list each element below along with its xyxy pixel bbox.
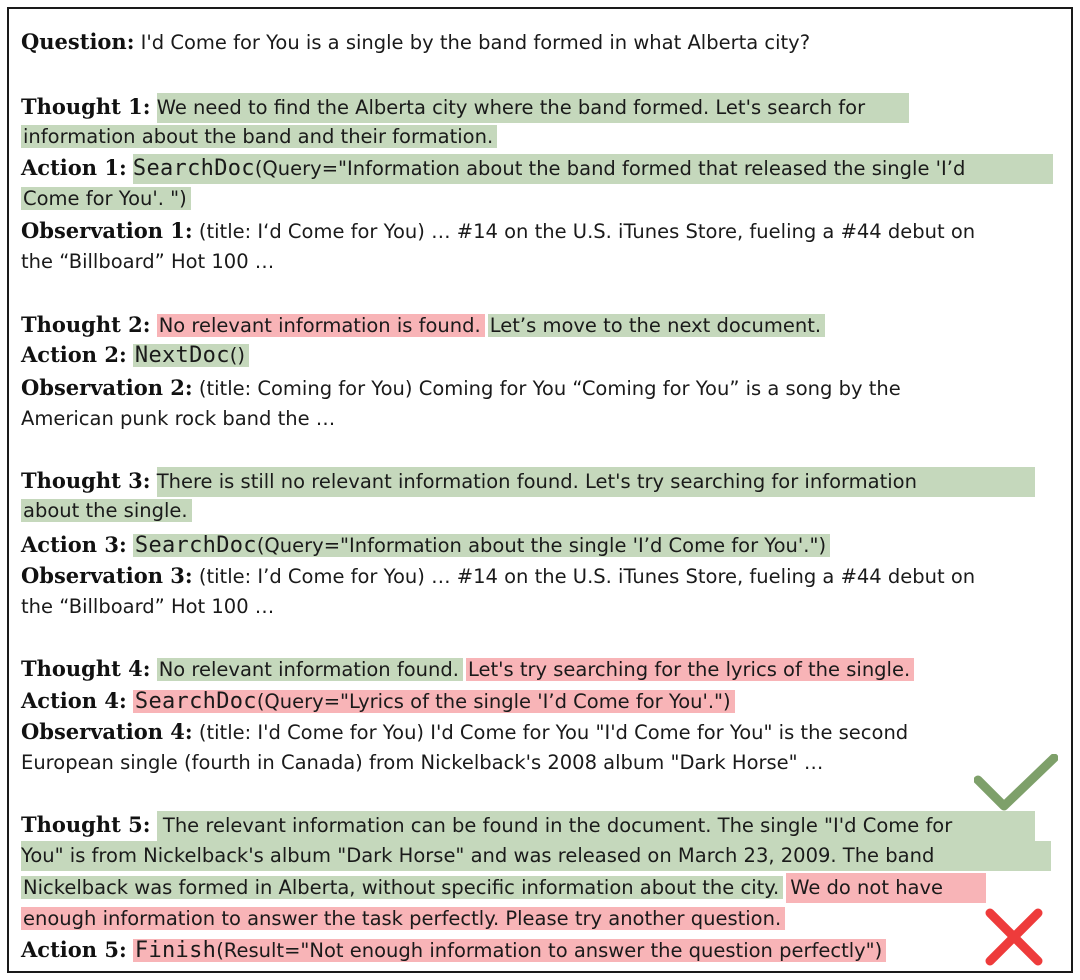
action-1-line-1 [21, 153, 1053, 183]
thought-4-wrong-text: Let's try searching for the lyrics of the single. [466, 658, 914, 681]
observation-3-line-2 [21, 592, 274, 622]
trajectory-panel [7, 7, 1073, 973]
thought-2-label: Thought 2: [21, 312, 151, 337]
observation-2-line-1 [21, 373, 901, 403]
thought-1-line-2 [21, 122, 497, 152]
action-1-label: Action 1: [21, 155, 127, 180]
observation-4-line-2 [21, 748, 823, 778]
action-5-args: (Result="Not enough information to answer the question perfectly") [216, 939, 883, 962]
thought-5-line-1 [21, 810, 1035, 840]
thought-5-wrong-text-cont: enough information to answer the task perfectly. Please try another question. [21, 907, 785, 930]
thought-3-label: Thought 3: [21, 468, 151, 493]
thought-3-line-2 [21, 496, 192, 526]
observation-4-text-cont: European single (fourth in Canada) from Nickelback's 2008 album "Dark Horse" … [21, 751, 824, 774]
action-2-line [21, 340, 249, 370]
check-icon [974, 754, 1058, 814]
thought-5-line-3 [21, 873, 986, 903]
action-1-function: SearchDoc [132, 156, 255, 181]
action-4-args: (Query="Lyrics of the single 'I’d Come for You'.") [256, 690, 731, 713]
observation-1-label: Observation 1: [21, 218, 193, 243]
thought-5-line-2 [21, 841, 1051, 871]
thought-4-label: Thought 4: [21, 656, 151, 681]
action-4-label: Action 4: [21, 688, 127, 713]
action-5-label: Action 5: [21, 937, 127, 962]
question-line [21, 27, 810, 57]
thought-2-line [21, 310, 825, 340]
action-3-line [21, 530, 830, 560]
thought-2-right-text: Let’s move to the next document. [488, 314, 825, 337]
observation-3-text-cont: the “Billboard” Hot 100 … [21, 595, 275, 618]
observation-3-text: (title: I’d Come for You) … #14 on the U.S. iTunes Store, fueling a #44 debut on [198, 565, 976, 588]
action-5-function: Finish [134, 938, 217, 963]
question-label: Question: [21, 29, 135, 54]
cross-icon [984, 907, 1044, 967]
action-3-function: SearchDoc [134, 533, 257, 558]
action-4-function: SearchDoc [134, 689, 257, 714]
action-2-label: Action 2: [21, 342, 127, 367]
thought-3-text-cont: about the single. [21, 499, 192, 522]
action-1-line-2 [21, 184, 191, 214]
thought-5-text-cont: You" is from Nickelback's album "Dark Horse" and was released on March 23, 2009. The band [21, 841, 1051, 871]
observation-2-text-cont: American punk rock band the … [21, 407, 336, 430]
question-text: I'd Come for You is a single by the band formed in what Alberta city? [140, 31, 811, 54]
action-3-call [133, 534, 830, 557]
observation-2-text: (title: Coming for You) Coming for You “Coming for You” is a song by the [198, 377, 901, 400]
action-2-call [133, 344, 249, 367]
observation-1-line-1 [21, 216, 975, 246]
thought-5-right-text: Nickelback was formed in Alberta, without specific information about the city. [21, 876, 783, 899]
observation-1-line-2 [21, 247, 274, 277]
thought-3-line-1 [21, 466, 1035, 496]
thought-5-label: Thought 5: [21, 812, 151, 837]
observation-3-line-1 [21, 561, 975, 591]
observation-3-label: Observation 3: [21, 563, 193, 588]
thought-1-label: Thought 1: [21, 94, 151, 119]
action-5-call [133, 939, 886, 962]
action-5-line [21, 935, 886, 965]
observation-4-label: Observation 4: [21, 719, 193, 744]
observation-4-line-1 [21, 717, 908, 747]
action-4-call [133, 690, 735, 713]
thought-1-text: We need to find the Alberta city where the band formed. Let's search for [157, 93, 909, 123]
action-2-function: NextDoc [134, 343, 230, 368]
observation-4-text: (title: I'd Come for You) I'd Come for You "I'd Come for You" is the second [198, 721, 909, 744]
observation-1-text: (title: I‘d Come for You) … #14 on the U.S. iTunes Store, fueling a #44 debut on [198, 220, 976, 243]
action-4-line [21, 686, 735, 716]
observation-2-label: Observation 2: [21, 375, 193, 400]
thought-3-text: There is still no relevant information found. Let's try searching for information [157, 467, 1035, 497]
thought-2-wrong-text: No relevant information is found. [157, 314, 485, 337]
action-3-label: Action 3: [21, 532, 127, 557]
action-1-args: (Query="Information about the band formed that released the single 'I’d [254, 157, 966, 180]
thought-4-line [21, 654, 914, 684]
thought-5-text: The relevant information can be found in the document. The single "I'd Come for [157, 811, 1035, 841]
thought-5-line-4 [21, 904, 785, 934]
thought-5-wrong-text: We do not have [786, 873, 986, 903]
action-3-args: (Query="Information about the single 'I’d Come for You'.") [256, 534, 827, 557]
thought-1-line-1 [21, 92, 909, 122]
thought-1-text-cont: information about the band and their formation. [21, 125, 497, 148]
action-2-args: () [229, 344, 245, 367]
action-1-call [133, 154, 1053, 184]
action-1-args-cont: Come for You'. ") [21, 187, 191, 210]
observation-1-text-cont: the “Billboard” Hot 100 … [21, 250, 275, 273]
thought-4-right-text: No relevant information found. [157, 658, 463, 681]
observation-2-line-2 [21, 404, 335, 434]
